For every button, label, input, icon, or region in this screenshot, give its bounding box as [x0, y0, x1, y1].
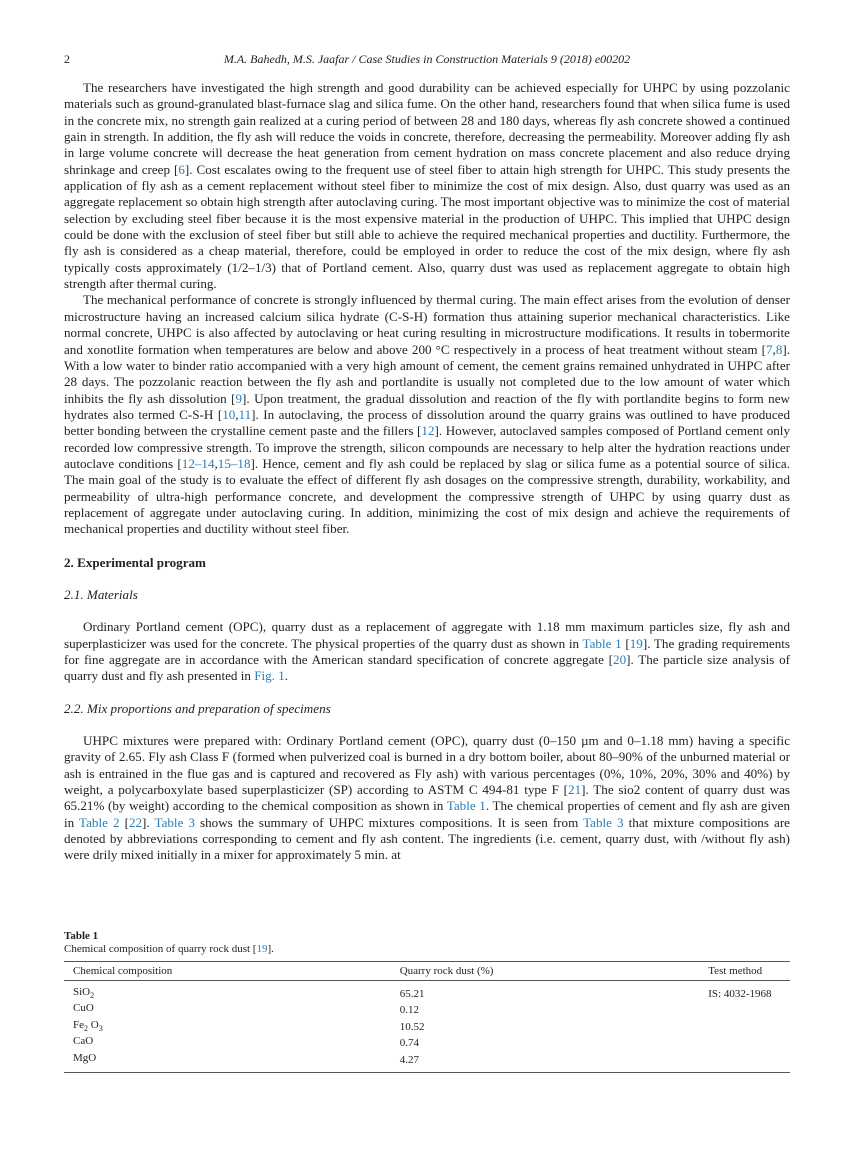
- text-segment: ]. With a low water to binder ratio accompanied with a very high amount of cement, the cement grains remained unhydrated in UHPC after 28 days. The pozzolanic reaction between the fly ash and portlandite is usually not completed due to the low amount of water which inhibits the fly ash dissolution [: [64, 341, 790, 406]
- table-row: [64, 1019, 790, 1035]
- text-segment: UHPC mixtures were prepared with: Ordinary Portland cement (OPC), quarry dust (0–150 µm and 0–1.18 mm) having a specific gravity of 2.65. Fly ash Class F (formed when pulverized coal is burned in a dry bottom boiler, about 80–90% of the unburned material or ash is entrained in the flue gas and is captured and recovered as Fly ash) with various percentages (0%, 10%, 20%, 30% and 40%) by weight, a polycarboxylate based superplasticizer (SP) according to ASTM C 494-81 type F [: [64, 733, 790, 798]
- citation-link[interactable]: 19: [629, 635, 643, 651]
- page-number: 2: [64, 52, 70, 66]
- composition-table: [64, 961, 790, 1073]
- subsection-heading: 2.1. Materials: [64, 586, 138, 602]
- table-caption: [64, 943, 790, 955]
- text-segment: The mechanical performance of concrete is strongly influenced by thermal curing. The main effect arises from the evolution of denser microstructure having an increased calcium silica hydrate (C-S-H) formation thus attaining superior mechanical characteristics. Like normal concrete, UHPC is also affected by autoclaving or heat curing resulting in microstructure modifications. It results in tobermorite and xonotlite formation when temperatures are below and above 200 °C respectively in a process of heat treatment without steam [: [64, 292, 790, 357]
- text-segment: [: [119, 814, 129, 830]
- formula: MgO: [73, 1051, 97, 1064]
- paragraph: [64, 619, 790, 684]
- paragraph: [64, 80, 790, 292]
- value-cell: 4.27: [399, 1053, 419, 1066]
- citation-link[interactable]: 19: [256, 943, 268, 955]
- text-segment: The researchers have investigated the high strength and good durability can be achieved especially for UHPC by using pozzolanic materials such as ground-granulated blast-furnace slag and silica fume. On the other hand, researchers found that when silica fume is used in the concrete mix, no strength gain realized at a curing period of between 28 and 180 days, whereas fly ash concrete showed a continued gain in strength. In addition, the fly ash will reduce the voids in concrete, therefore, decreasing the permeability. Moreover adding fly ash in large volume concrete will decrease the heat generation from cement hydration on mass concrete placement and also reduce drying shrinkage and creep [: [64, 80, 790, 177]
- value-cell: 0.74: [399, 1037, 419, 1050]
- table-label: Table 1: [64, 930, 99, 942]
- composition-cell: [64, 1035, 391, 1051]
- paragraph: [64, 733, 790, 864]
- text-segment: ].: [142, 814, 155, 830]
- subscript: 3: [98, 1023, 103, 1033]
- method-cell: [699, 1019, 790, 1035]
- value-cell: 0.12: [399, 1004, 419, 1017]
- text-segment: ]. The particle size analysis of quarry dust and fly ash presented in: [64, 652, 790, 684]
- citation-link[interactable]: Table 1: [446, 798, 486, 814]
- value-cell: 65.21: [399, 988, 425, 1001]
- citation-link[interactable]: 21: [568, 782, 582, 798]
- citation-link[interactable]: 6: [178, 161, 185, 177]
- text-segment: [: [621, 635, 630, 651]
- composition-cell: [64, 981, 391, 1003]
- citation-link[interactable]: 20: [613, 652, 627, 667]
- text-segment: ]. However, autoclaved samples composed of Portland cement only recorded low compressive strength. To improve the strength, silicon compounds are necessary to help alter the hydration reactions under autoclave conditions [: [64, 423, 790, 471]
- formula: SiO: [73, 986, 91, 998]
- citation-link[interactable]: 7: [765, 341, 773, 357]
- citation-link[interactable]: 10: [222, 406, 236, 422]
- paragraph: [64, 292, 790, 537]
- text-segment: ]. Hence, cement and fly ash could be replaced by slag or silica fume as a potential source of silica. The main goal of the study is to evaluate the effect of different fly ash dosages on the compressive strength, durability, workability, and permeability of ultra-high performance concrete, and development the compressive strength of UHPC by using quarry dust as replacement of aggregate under autoclaving curing. In addition, minimizing the cost of mix design and achieve the requirements of mechanical properties and ductility without steel fiber.: [64, 455, 790, 537]
- method-cell: [699, 1052, 790, 1073]
- text-segment: ]. Cost escalates owing to the frequent use of steel fiber to attain high strength for UHPC. This study presents the application of fly ash as a cement replacement without steel fiber to minimize the cost of mix design. Also, dust quarry was used as an aggregate replacement so obtain high strength after autoclaving curing. The most important objective was to minimize the cost of material selection by excluding steel fiber because it is the most expensive material in the production of UHPC. This implied that UHPC design could be done with the exclusion of steel fiber but still able to achieve the required mechanical properties and ductility. Furthermore, the fly ash is considered as a cheap material, therefore, could be employed in order to reduce the cost of the mix design, where fly ash typically costs approximately (1/2–1/3) that of Portland cement. Also, quarry dust was used as replacement aggregate to obtain high strength after thermal curing.: [64, 161, 790, 292]
- citation-link[interactable]: Table 3: [583, 814, 624, 830]
- subsection-heading: 2.2. Mix proportions and preparation of specimens: [64, 700, 331, 716]
- citation-link[interactable]: Fig. 1: [254, 668, 285, 684]
- column-header: Test method: [699, 962, 790, 981]
- composition-cell: [64, 1052, 391, 1073]
- method-cell: [699, 1002, 790, 1018]
- text-segment: ]. The grading requirements for fine aggregate are in accordance with the American standard specification of concrete aggregate [: [64, 635, 791, 667]
- table-row: [64, 981, 790, 1003]
- method-cell: IS: 4032-1968: [708, 988, 772, 1001]
- text-segment: ]. Upon treatment, the gradual dissolution and reaction of the fly with portlandite begins to form new hydrates also termed C-S-H [: [64, 390, 790, 422]
- formula: O: [88, 1018, 99, 1031]
- text-segment: Ordinary Portland cement (OPC), quarry dust as a replacement of aggregate with 1.18 mm maximum particles size, fly ash and superplasticizer was used for the concrete. The physical properties of the quarry dust as shown in: [64, 619, 790, 651]
- citation-link[interactable]: 12: [421, 423, 435, 439]
- column-header: Quarry rock dust (%): [391, 962, 700, 981]
- citation-link[interactable]: 12–14: [181, 455, 215, 471]
- citation-link[interactable]: 22: [128, 814, 143, 830]
- citation-link[interactable]: 11: [238, 406, 252, 422]
- text-segment: that mixture compositions are denoted by abbreviations corresponding to cement and fly ash content. The ingredients (i.e. cement, quarry dust, with /without fly ash) were drily mixed initially in a mixer for approximately 5 min. at: [64, 814, 790, 863]
- text-segment: .: [284, 668, 289, 684]
- table-row: [64, 1052, 790, 1073]
- subscript: 2: [84, 1023, 88, 1033]
- running-title: M.A. Bahedh, M.S. Jaafar / Case Studies in Construction Materials 9 (2018) e00202: [223, 52, 631, 66]
- text-segment: shows the summary of UHPC mixtures compositions. It is seen from: [194, 814, 584, 830]
- value-cell: 10.52: [399, 1020, 425, 1033]
- caption-text: ].: [267, 943, 274, 955]
- method-cell: [699, 1035, 790, 1051]
- citation-link[interactable]: Table 3: [154, 814, 195, 830]
- formula: CuO: [73, 1002, 94, 1015]
- caption-text: Chemical composition of quarry rock dust [: [64, 943, 257, 955]
- text-segment: ]. The sio2 content of quarry dust was 65.21% (by weight) according to the chemical composition as shown in: [64, 782, 790, 814]
- citation-link[interactable]: 8: [775, 341, 783, 357]
- text-segment: ,: [214, 455, 218, 471]
- formula: Fe: [73, 1018, 84, 1031]
- column-header: Chemical composition: [64, 962, 391, 981]
- table-row: [64, 1035, 790, 1051]
- text-segment: ,: [235, 406, 239, 422]
- text-segment: . The chemical properties of cement and fly ash are given in: [64, 798, 791, 830]
- citation-link[interactable]: Table 1: [582, 635, 622, 651]
- text-segment: ]. In autoclaving, the process of dissolution around the quarry grains was outlined to have produced better bonding between the crystalline cement paste and the fillers [: [64, 406, 790, 439]
- composition-cell: [64, 1002, 391, 1018]
- citation-link[interactable]: Table 2: [79, 814, 120, 830]
- main-text: [64, 80, 790, 864]
- section-heading: 2. Experimental program: [64, 554, 206, 570]
- table-row: [64, 1002, 790, 1018]
- text-segment: ,: [772, 341, 776, 357]
- composition-cell: [64, 1019, 391, 1035]
- table-1: [64, 930, 790, 1073]
- formula: CaO: [73, 1035, 94, 1048]
- citation-link[interactable]: 15–18: [217, 455, 251, 471]
- subscript: 2: [90, 991, 95, 1001]
- citation-link[interactable]: 9: [235, 390, 243, 406]
